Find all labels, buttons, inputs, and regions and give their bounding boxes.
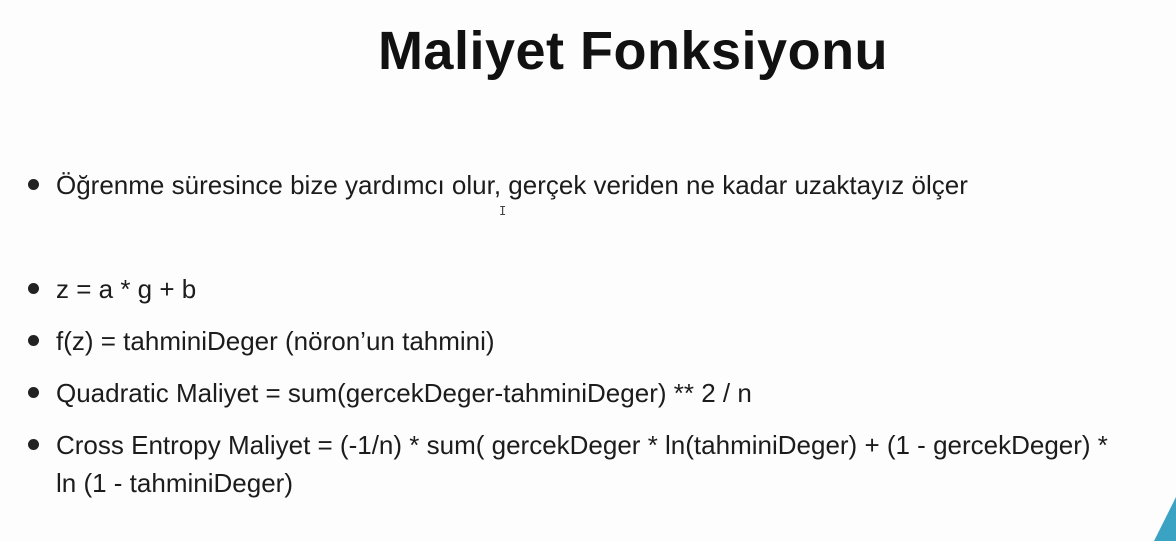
bullet-item [28, 270, 1158, 308]
bullet-text: f(z) = tahminiDeger (nöron’un tahmini) [56, 326, 495, 356]
bullet-item [28, 426, 1128, 502]
bullet-item [28, 374, 1158, 412]
bullet-text: Öğrenme süresince bize yardımcı olur, gerçek veriden ne kadar uzaktayız ölçer [56, 170, 968, 200]
bullet-text: z = a * g + b [56, 274, 197, 304]
bullet-dot-icon [28, 179, 39, 190]
text-cursor-icon: I [499, 204, 507, 218]
bullet-item [28, 166, 1158, 204]
bullet-dot-icon [28, 283, 39, 294]
bullet-text: Cross Entropy Maliyet = (-1/n) * sum( gercekDeger * ln(tahminiDeger) + (1 - gercekDeger) * ln (1 - tahminiDeger) [56, 430, 1108, 498]
bullet-dot-icon [28, 387, 39, 398]
bullet-text: Quadratic Maliyet = sum(gercekDeger-tahminiDeger) ** 2 / n [56, 378, 752, 408]
bullet-dot-icon [28, 439, 39, 450]
slide-title: Maliyet Fonksiyonu [377, 21, 889, 81]
bullet-item [28, 322, 1158, 360]
corner-accent-shape [1154, 497, 1176, 541]
bullet-dot-icon [28, 335, 39, 346]
